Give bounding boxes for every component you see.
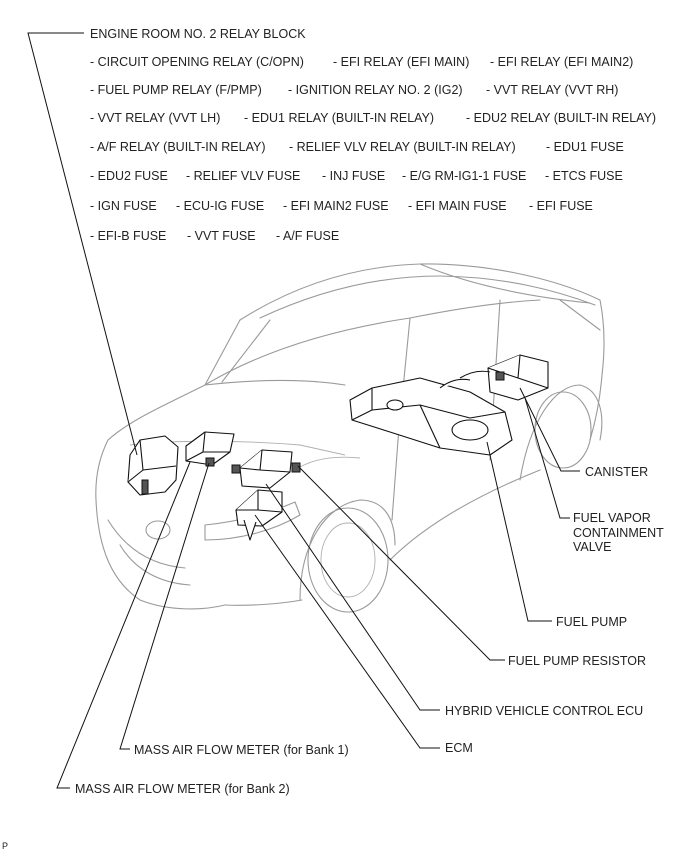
hybrid-ecu-part <box>232 450 292 488</box>
list-item: - ECU-IG FUSE <box>176 199 265 213</box>
footer-mark: P <box>2 841 9 851</box>
label-maf-bank1: MASS AIR FLOW METER (for Bank 1) <box>134 743 349 757</box>
list-item: - VVT RELAY (VVT RH) <box>486 83 619 97</box>
list-item: - EDU2 RELAY (BUILT-IN RELAY) <box>466 111 657 125</box>
list-item: - RELIEF VLV FUSE <box>186 169 301 183</box>
list-item: - A/F RELAY (BUILT-IN RELAY) <box>90 140 266 154</box>
label-fuel-vapor-2: CONTAINMENT <box>573 526 664 540</box>
list-item: - RELIEF VLV RELAY (BUILT-IN RELAY) <box>289 140 516 154</box>
list-item: - FUEL PUMP RELAY (F/PMP) <box>90 83 262 97</box>
list-item: - EDU1 RELAY (BUILT-IN RELAY) <box>244 111 435 125</box>
list-item: - EFI-B FUSE <box>90 229 167 243</box>
list-item: - EFI RELAY (EFI MAIN) <box>333 55 470 69</box>
header-title: ENGINE ROOM NO. 2 RELAY BLOCK <box>90 27 306 41</box>
list-item: - E/G RM-IG1-1 FUSE <box>402 169 527 183</box>
car-outline <box>96 264 604 612</box>
label-canister: CANISTER <box>585 465 649 479</box>
list-item: - VVT RELAY (VVT LH) <box>90 111 221 125</box>
list-item: - EFI RELAY (EFI MAIN2) <box>490 55 634 69</box>
list-item: - EDU2 FUSE <box>90 169 168 183</box>
label-maf-bank2: MASS AIR FLOW METER (for Bank 2) <box>75 782 290 796</box>
list-item: - EFI FUSE <box>529 199 593 213</box>
label-fuel-vapor-1: FUEL VAPOR <box>573 511 651 525</box>
label-ecm: ECM <box>445 741 473 755</box>
label-fuel-pump-resistor: FUEL PUMP RESISTOR <box>508 654 646 668</box>
maf-meter-part <box>186 432 234 466</box>
list-item: - ETCS FUSE <box>545 169 623 183</box>
list-item: - IGNITION RELAY NO. 2 (IG2) <box>288 83 463 97</box>
list-item: - INJ FUSE <box>322 169 386 183</box>
label-hybrid-ecu: HYBRID VEHICLE CONTROL ECU <box>445 704 644 718</box>
list-item: - EDU1 FUSE <box>546 140 624 154</box>
list-item: - VVT FUSE <box>187 229 256 243</box>
relay-block-part <box>128 436 178 495</box>
list-item: - IGN FUSE <box>90 199 157 213</box>
list-item: - CIRCUIT OPENING RELAY (C/OPN) <box>90 55 304 69</box>
label-fuel-pump: FUEL PUMP <box>556 615 628 629</box>
list-item: - EFI MAIN2 FUSE <box>283 199 389 213</box>
label-fuel-vapor-3: VALVE <box>573 540 612 554</box>
list-item: - A/F FUSE <box>276 229 340 243</box>
list-item: - EFI MAIN FUSE <box>408 199 507 213</box>
